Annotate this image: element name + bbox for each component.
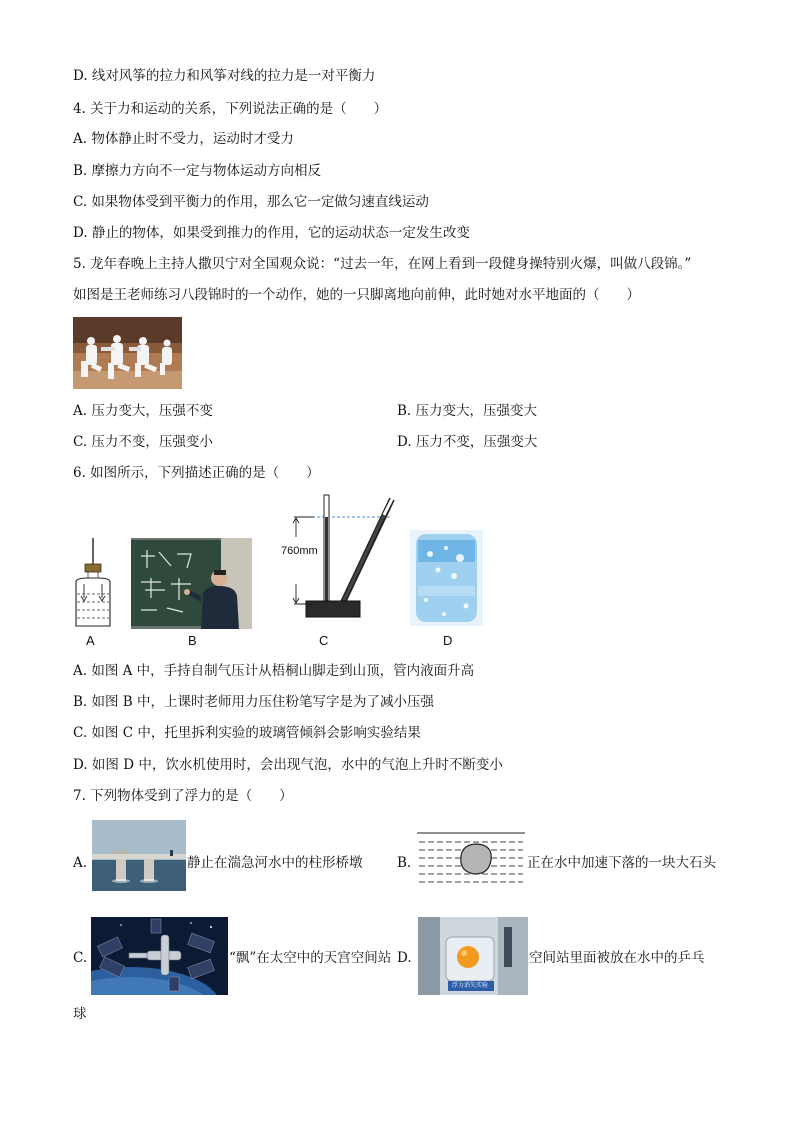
fig-label-a: A <box>86 633 95 648</box>
fig-label-d: D <box>443 633 453 648</box>
barometer-figure <box>70 536 116 630</box>
q5-option-d: D. 压力不变，压强变大 <box>397 434 538 450</box>
q7-option-b-letter: B. <box>397 855 412 871</box>
water-bottle-photo <box>410 530 483 626</box>
q7-option-b-text: 正在水中加速下落的一块大石头 <box>527 855 716 871</box>
q7-option-a-letter: A. <box>73 855 88 871</box>
q6-option-b: B. 如图 B 中，上课时老师用力压住粉笔写字是为了减小压强 <box>73 694 435 710</box>
q7-stem: 7. 下列物体受到了浮力的是（ ） <box>73 788 293 804</box>
fig-label-c: C <box>319 633 329 648</box>
bridge-pier-photo <box>92 820 186 891</box>
q5-option-a: A. 压力变大，压强不变 <box>73 403 213 419</box>
q6-option-d: D. 如图 D 中，饮水机使用时，会出现气泡，水中的气泡上升时不断变小 <box>73 757 503 773</box>
baduanjin-photo <box>73 317 182 389</box>
q7-option-a-text: 静止在湍急河水中的柱形桥墩 <box>187 855 363 871</box>
fig-label-b: B <box>188 633 197 648</box>
q5-option-b: B. 压力变大，压强变大 <box>397 403 538 419</box>
q3-option-d: D. 线对风筝的拉力和风筝对线的拉力是一对平衡力 <box>73 68 376 84</box>
q4-stem: 4. 关于力和运动的关系，下列说法正确的是（ ） <box>73 101 388 117</box>
pingpong-in-water-photo <box>418 917 528 995</box>
q4-option-a: A. 物体静止时不受力，运动时才受力 <box>73 131 294 147</box>
q7-option-c-letter: C. <box>73 950 88 966</box>
q7-option-d-letter: D. <box>397 950 412 966</box>
sinking-stone-figure <box>417 830 525 888</box>
q6-option-c: C. 如图 C 中，托里拆利实验的玻璃管倾斜会影响实验结果 <box>73 725 421 741</box>
q5-stem-line1: 5. 龙年春晚上主持人撒贝宁对全国观众说：“过去一年，在网上看到一段健身操特别火爆，叫做八段锦。” <box>73 256 692 272</box>
height-760mm-label: 760mm <box>281 545 318 557</box>
q6-stem: 6. 如图所示，下列描述正确的是（ ） <box>73 465 320 481</box>
space-station-photo <box>91 917 228 995</box>
teacher-blackboard-photo <box>131 538 252 629</box>
q6-option-a: A. 如图 A 中，手持自制气压计从梧桐山脚走到山顶，管内液面升高 <box>73 663 475 679</box>
q5-stem-line2: 如图是王老师练习八段锦时的一个动作，她的一只脚离地向前伸，此时她对水平地面的（ ） <box>73 287 640 303</box>
q7-option-d-wrap: 球 <box>73 1006 87 1022</box>
q4-option-c: C. 如果物体受到平衡力的作用，那么它一定做匀速直线运动 <box>73 194 429 210</box>
q7-option-d-text: 空间站里面被放在水中的乒乓 <box>529 950 705 966</box>
experiment-caption: 浮力消失实验 <box>452 983 489 989</box>
q5-option-c: C. 压力不变，压强变小 <box>73 434 213 450</box>
q4-option-b: B. 摩擦力方向不一定与物体运动方向相反 <box>73 163 322 179</box>
q7-option-c-text: “飘”在太空中的天宫空间站 <box>229 950 392 966</box>
q4-option-d: D. 静止的物体，如果受到推力的作用，它的运动状态一定发生改变 <box>73 225 470 241</box>
